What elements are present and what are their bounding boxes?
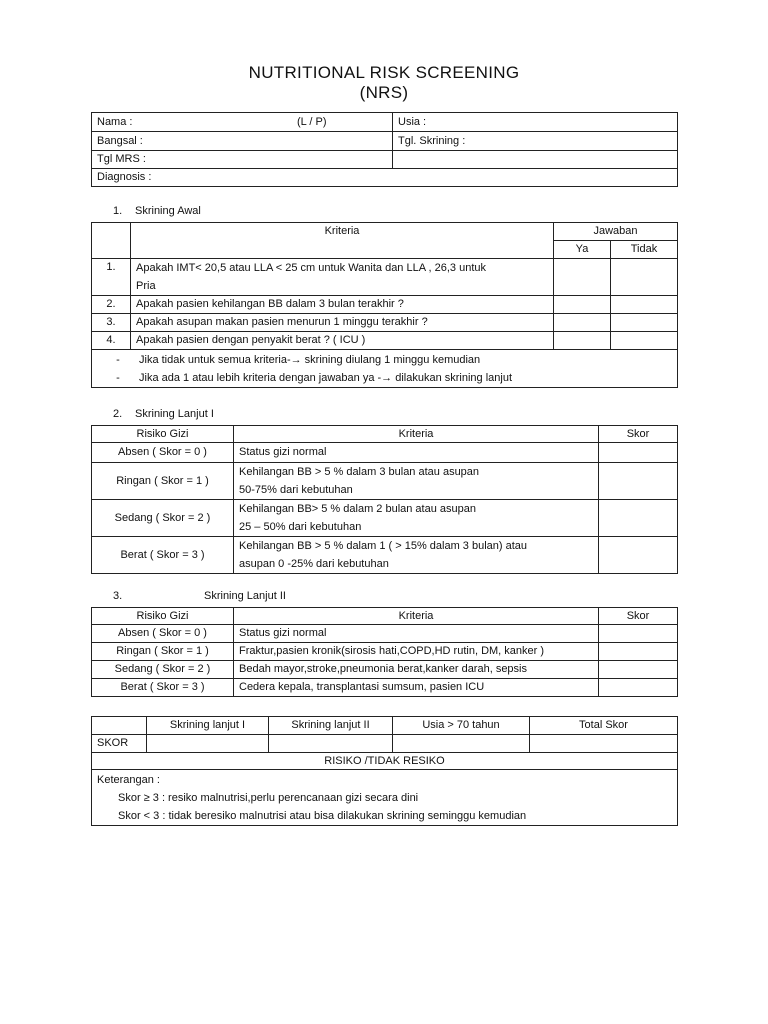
instruction-text: Jika tidak untuk semua kriteria-→ skrining diulang 1 minggu kemudian bbox=[139, 353, 481, 366]
skrining-lanjut-1-table bbox=[91, 425, 678, 574]
col-usia: Usia > 70 tahun bbox=[393, 717, 530, 735]
risiko-header: Risiko Gizi bbox=[92, 426, 234, 443]
skor-usia-cell[interactable] bbox=[393, 735, 530, 753]
diagnosis-cell[interactable] bbox=[92, 169, 678, 187]
kriteria-header: Kriteria bbox=[131, 223, 554, 259]
keterangan-line: Skor < 3 : tidak beresiko malnutrisi atau bisa dilakukan skrining seminggu kemudian bbox=[118, 810, 527, 822]
kriteria-cell bbox=[234, 537, 599, 574]
kriteria-text: asupan 0 -25% dari kebutuhan bbox=[239, 558, 389, 570]
kriteria-header: Kriteria bbox=[234, 608, 599, 625]
skor-row-label: SKOR bbox=[92, 735, 147, 753]
bullet-dash: - bbox=[116, 353, 120, 366]
kriteria-text: Apakah pasien kehilangan BB dalam 3 bulan terakhir ? bbox=[131, 296, 554, 314]
keterangan-cell bbox=[92, 770, 678, 826]
summary-table bbox=[91, 716, 678, 826]
skor-cell[interactable] bbox=[599, 661, 678, 679]
answer-ya-cell[interactable] bbox=[554, 296, 611, 314]
kriteria-text: Kehilangan BB> 5 % dalam 2 bulan atau asupan bbox=[239, 503, 476, 515]
row-number: 3. bbox=[92, 314, 131, 332]
answer-tidak-cell[interactable] bbox=[611, 314, 678, 332]
instruction-line bbox=[97, 351, 672, 369]
skor-cell[interactable] bbox=[599, 643, 678, 661]
kriteria-cell bbox=[234, 500, 599, 537]
instruction-text: Jika ada 1 atau lebih kriteria dengan jawaban ya -→ dilakukan skrining lanjut bbox=[139, 371, 513, 384]
risk-level: Berat ( Skor = 3 ) bbox=[92, 679, 234, 697]
answer-tidak-cell[interactable] bbox=[611, 259, 678, 296]
bangsal-cell[interactable] bbox=[92, 132, 393, 151]
instruction-line bbox=[97, 369, 672, 387]
keterangan-label: Keterangan : bbox=[97, 774, 160, 786]
kriteria-text: Apakah pasien dengan penyakit berat ? ( ICU ) bbox=[131, 332, 554, 350]
skor-cell[interactable] bbox=[599, 500, 678, 537]
answer-ya-cell[interactable] bbox=[554, 332, 611, 350]
section2-heading: Skrining Lanjut I bbox=[135, 408, 214, 420]
skor-cell[interactable] bbox=[599, 679, 678, 697]
document-subtitle: (NRS) bbox=[359, 83, 409, 102]
kriteria-text: Kehilangan BB > 5 % dalam 3 bulan atau asupan bbox=[239, 466, 480, 478]
kriteria-text: Kehilangan BB > 5 % dalam 1 ( > 15% dalam 3 bulan) atau bbox=[239, 540, 528, 552]
risk-level: Ringan ( Skor = 1 ) bbox=[92, 643, 234, 661]
skor-cell[interactable] bbox=[599, 463, 678, 500]
tgl-mrs-blank bbox=[393, 151, 678, 169]
section2-number: 2. bbox=[113, 408, 123, 420]
skor-cell[interactable] bbox=[599, 443, 678, 463]
kriteria-text: Apakah IMT< 20,5 atau LLA < 25 cm untuk Wanita dan LLA , 26,3 untuk bbox=[136, 262, 486, 274]
tgl-skrining-label: Tgl. Skrining : bbox=[398, 134, 466, 147]
usia-label: Usia : bbox=[398, 115, 427, 128]
skor-lanjut-2-cell[interactable] bbox=[269, 735, 393, 753]
instructions-cell bbox=[92, 350, 678, 388]
kriteria-cell bbox=[234, 463, 599, 500]
col-total-skor: Total Skor bbox=[530, 717, 678, 735]
gender-label: (L / P) bbox=[297, 115, 327, 128]
usia-cell[interactable] bbox=[393, 113, 678, 132]
risk-level: Absen ( Skor = 0 ) bbox=[92, 443, 234, 463]
answer-tidak-cell[interactable] bbox=[611, 332, 678, 350]
summary-header-blank bbox=[92, 717, 147, 735]
total-skor-cell[interactable] bbox=[530, 735, 678, 753]
kriteria-text: Fraktur,pasien kronik(sirosis hati,COPD,HD rutin, DM, kanker ) bbox=[234, 643, 599, 661]
kriteria-text: Pria bbox=[136, 280, 156, 292]
answer-ya-cell[interactable] bbox=[554, 314, 611, 332]
skrining-awal-table bbox=[91, 222, 678, 388]
ya-header: Ya bbox=[554, 241, 611, 259]
diagnosis-label: Diagnosis : bbox=[97, 171, 152, 183]
kriteria-text: Status gizi normal bbox=[234, 443, 599, 463]
risk-level: Absen ( Skor = 0 ) bbox=[92, 625, 234, 643]
row-number: 2. bbox=[92, 296, 131, 314]
risk-level: Sedang ( Skor = 2 ) bbox=[92, 661, 234, 679]
kriteria-text: Bedah mayor,stroke,pneumonia berat,kanker darah, sepsis bbox=[234, 661, 599, 679]
row-number: 4. bbox=[92, 332, 131, 350]
tgl-skrining-cell[interactable] bbox=[393, 132, 678, 151]
tgl-mrs-label: Tgl MRS : bbox=[97, 153, 146, 165]
risiko-cell[interactable]: RISIKO /TIDAK RESIKO bbox=[92, 753, 678, 770]
col-skrining-lanjut-2: Skrining lanjut II bbox=[269, 717, 393, 735]
document-title: NUTRITIONAL RISK SCREENING bbox=[248, 63, 520, 82]
bullet-dash: - bbox=[116, 371, 120, 384]
jawaban-header: Jawaban bbox=[554, 223, 678, 241]
risiko-header: Risiko Gizi bbox=[92, 608, 234, 625]
answer-ya-cell[interactable] bbox=[554, 259, 611, 296]
section3-heading: Skrining Lanjut II bbox=[204, 590, 286, 602]
kriteria-text: 25 – 50% dari kebutuhan bbox=[239, 521, 362, 533]
risk-level: Berat ( Skor = 3 ) bbox=[92, 537, 234, 574]
kriteria-cell bbox=[131, 259, 554, 296]
risk-level: Ringan ( Skor = 1 ) bbox=[92, 463, 234, 500]
nama-label: Nama : bbox=[97, 115, 133, 128]
tidak-header: Tidak bbox=[611, 241, 678, 259]
risk-level: Sedang ( Skor = 2 ) bbox=[92, 500, 234, 537]
skor-header: Skor bbox=[599, 426, 678, 443]
kriteria-text: Cedera kepala, transplantasi sumsum, pasien ICU bbox=[234, 679, 599, 697]
bangsal-label: Bangsal : bbox=[97, 134, 143, 147]
kriteria-header: Kriteria bbox=[234, 426, 599, 443]
nama-cell[interactable] bbox=[92, 113, 393, 132]
keterangan-line: Skor ≥ 3 : resiko malnutrisi,perlu perencanaan gizi secara dini bbox=[118, 792, 419, 804]
col-skrining-lanjut-1: Skrining lanjut I bbox=[147, 717, 269, 735]
section1-number: 1. bbox=[113, 205, 123, 217]
tgl-mrs-cell[interactable] bbox=[92, 151, 393, 169]
section1-heading: Skrining Awal bbox=[135, 205, 201, 217]
skor-header: Skor bbox=[599, 608, 678, 625]
skor-cell[interactable] bbox=[599, 537, 678, 574]
no-header-blank bbox=[92, 223, 131, 259]
answer-tidak-cell[interactable] bbox=[611, 296, 678, 314]
identity-table bbox=[91, 112, 678, 187]
kriteria-text: 50-75% dari kebutuhan bbox=[239, 484, 353, 496]
skor-lanjut-1-cell[interactable] bbox=[147, 735, 269, 753]
skrining-lanjut-2-table bbox=[91, 607, 678, 697]
kriteria-text: Apakah asupan makan pasien menurun 1 minggu terakhir ? bbox=[131, 314, 554, 332]
kriteria-text: Status gizi normal bbox=[234, 625, 599, 643]
section3-number: 3. bbox=[113, 590, 123, 602]
skor-cell[interactable] bbox=[599, 625, 678, 643]
row-number: 1. bbox=[92, 259, 131, 296]
